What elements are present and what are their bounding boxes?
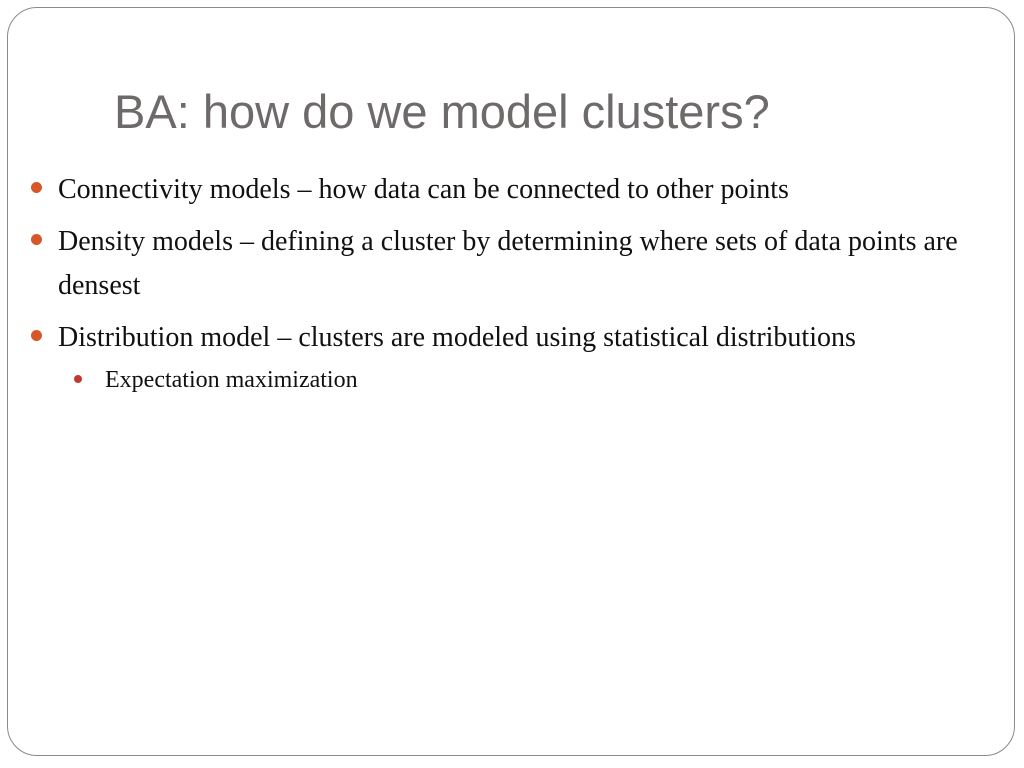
bullet-text: Density models – defining a cluster by determining where sets of data points are densest [58,226,958,301]
slide-title: BA: how do we model clusters? [114,85,770,138]
bullet-item-distribution [31,316,1001,400]
bullet-list [31,168,1001,408]
bullet-item-connectivity [31,168,1001,212]
sub-bullet-item-expectation-maximization [74,360,1001,400]
sub-bullet-dot-icon [74,375,82,383]
bullet-dot-icon [31,234,42,245]
bullet-text: Connectivity models – how data can be connected to other points [58,174,789,205]
bullet-text: Distribution model – clusters are modeled using statistical distributions [58,322,856,353]
sub-bullet-text: Expectation maximization [105,367,358,393]
bullet-item-density [31,220,1001,308]
bullet-dot-icon [31,330,42,341]
bullet-dot-icon [31,182,42,193]
sub-bullet-list [58,360,1001,400]
